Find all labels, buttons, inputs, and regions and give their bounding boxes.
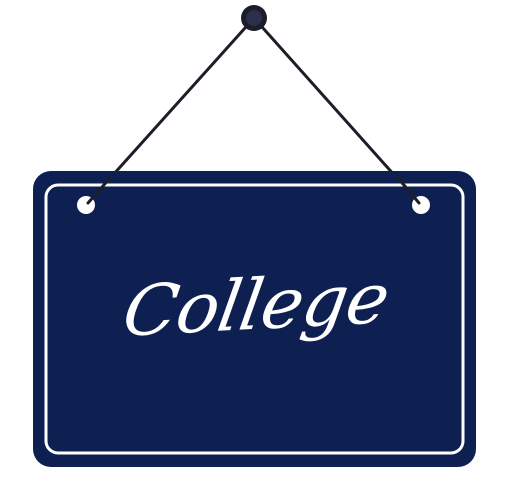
sign-label: College [117, 257, 395, 353]
